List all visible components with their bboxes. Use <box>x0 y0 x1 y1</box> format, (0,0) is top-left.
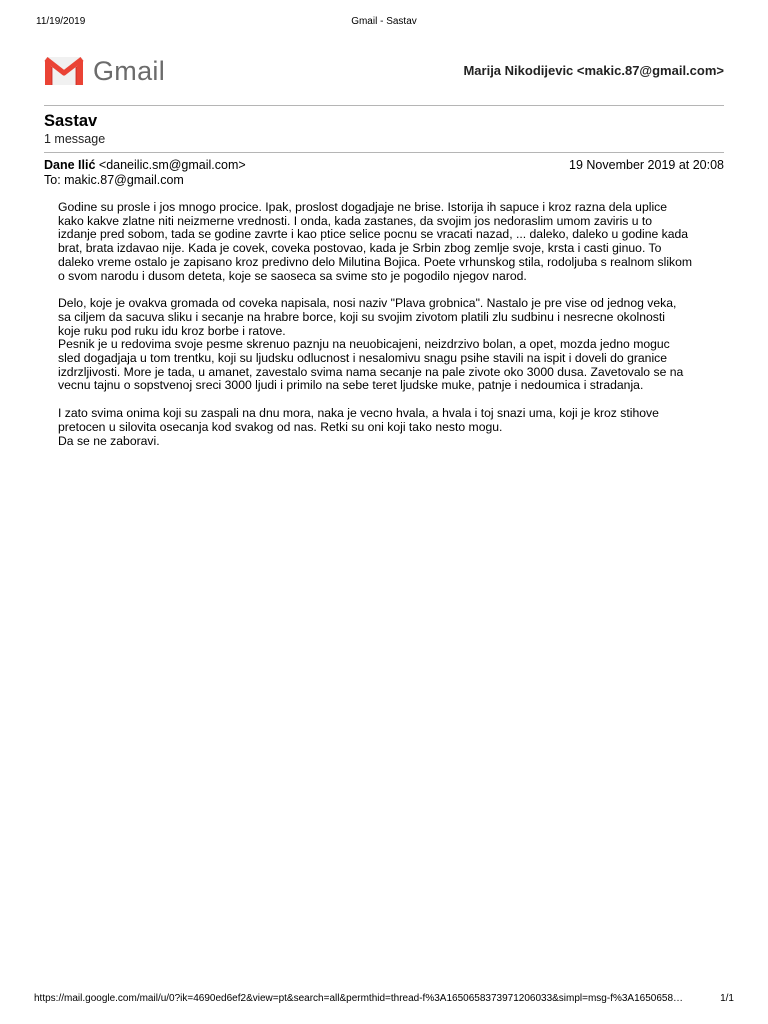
print-header <box>0 16 768 30</box>
body-line: kako kakve zlatne niti neizmerne vrednosti. I onda, kada zastanes, da svojim jos nedoraslim umom zaviris u to <box>58 213 653 228</box>
page-number: 1/1 <box>720 993 734 1004</box>
message-paragraph <box>58 201 718 283</box>
body-line: I zato svima onima koji su zaspali na dnu mora, naka je vecno hvala, a hvala i toj snazi uma, koji je kroz stihove <box>58 406 659 421</box>
print-date: 11/19/2019 <box>36 16 86 27</box>
body-line: vecnu tajnu o sopstvenoj sreci 3000 ljudi i primilo na sebe teret ljudske muke, patnje i nedoumica i stradanja. <box>58 378 644 393</box>
print-title: Gmail - Sastav <box>351 16 417 27</box>
body-line: Pesnik je u redovima svoje pesme skrenuo paznju na neuobicajeni, neizdrzivo bolan, a opet, mozda jedno moguc <box>58 337 670 352</box>
gmail-m-logo-icon <box>44 56 84 86</box>
body-line: izdanje pred sobom, tada se godine zavrte i kao ptice selice pocnu se vracati nazad, ... daleko, daleko u godine kada <box>58 227 689 242</box>
body-line: sled dogadjaja u tom trentku, koji su ljudsku odlucnost i nesalomivu snagu psihe stavili na ispit i doveli do granice <box>58 351 668 366</box>
message-paragraph <box>58 407 718 448</box>
account-label: Marija Nikodijevic <makic.87@gmail.com> <box>463 63 724 78</box>
gmail-wordmark: Gmail <box>93 55 166 86</box>
divider <box>44 105 724 106</box>
message-body <box>58 201 718 462</box>
body-line: sa ciljem da sacuva sliku i secanje na hrabre borce, koji su svojim zivotom platili zlu sudbinu i nesrecne okolnosti <box>58 309 665 324</box>
body-line: daleko vreme ostalo je zapisano kroz predivno delo Milutina Bojica. Poete vrhunskog stila, rodoljuba s realnom slikom <box>58 254 693 269</box>
sender-name: Dane Ilić <box>44 158 96 172</box>
message-date: 19 November 2019 at 20:08 <box>569 158 724 172</box>
body-line: brat, brata izdavao nije. Kada je covek, coveka postovao, kada je Srbin zbog zemlje svoje, krsta i casti ginuo. To <box>58 241 662 256</box>
recipient: To: makic.87@gmail.com <box>44 173 184 187</box>
body-line: koje ruku pod ruku idu kroz borbe i ratove. <box>58 323 286 338</box>
gmail-logo <box>44 55 165 87</box>
body-line: Godine su prosle i jos mnogo procice. Ipak, proslost dogadjaje ne brise. Istorija ih sapuce i kroz razna dela uplice <box>58 200 668 214</box>
body-line: o svom narodu i dusom deteta, koje se saoseca sa svime sto je pogodilo njegov narod. <box>58 268 527 283</box>
message-paragraph <box>58 297 718 393</box>
body-line: izdrzljivosti. More je tada, u amanet, zavestalo svima nama secanje na pale zivote oko 3000 dusa. Zavetovalo se na <box>58 364 684 379</box>
message-count: 1 message <box>44 132 106 146</box>
print-url: https://mail.google.com/mail/u/0?ik=4690ed6ef2&view=pt&search=all&permthid=thread-f%3A1650658373971206033&simpl=msg-f%3A1650658… <box>34 993 684 1004</box>
body-line: pretocen u silovita osecanja kod svakog od nas. Retki su oni koji tako nesto mogu. <box>58 419 503 434</box>
divider <box>44 152 724 153</box>
body-line: Delo, koje je ovakva gromada od coveka napisala, nosi naziv "Plava grobnica". Nastalo je pre vise od jednog veka, <box>58 296 677 311</box>
thread-subject: Sastav <box>44 112 98 130</box>
sender-email: <daneilic.sm@gmail.com> <box>98 158 246 172</box>
print-footer <box>0 993 768 1007</box>
body-line: Da se ne zaboravi. <box>58 433 160 448</box>
sender <box>44 158 246 172</box>
